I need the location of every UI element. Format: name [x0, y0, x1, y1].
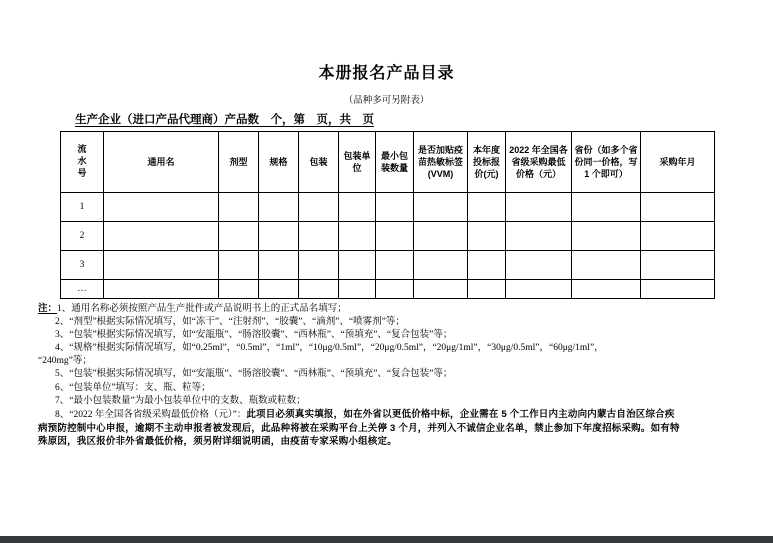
empty-cell [299, 251, 339, 280]
empty-cell [259, 280, 299, 299]
serial-cell: 3 [61, 251, 104, 280]
empty-cell [104, 280, 219, 299]
empty-cell [219, 280, 259, 299]
empty-cell [641, 280, 715, 299]
note-line: 4、“规格”根据实际情况填写，如“0.25ml”，“0.5ml”，“1ml”，“10μg/0.5ml”，“20μg/0.5ml”，“20μg/1ml”，“30μg/0.5ml”，“60μg/1ml”， [55, 343, 604, 354]
note-line: 7、“最小包装数量”为最小包装单位中的支数、瓶数或粒数； [55, 395, 306, 406]
empty-cell [299, 222, 339, 251]
empty-cell [572, 251, 641, 280]
empty-cell [641, 251, 715, 280]
empty-cell [506, 251, 572, 280]
empty-cell [506, 193, 572, 222]
page-subtitle: （品种多可另附表） [343, 96, 430, 106]
empty-cell [414, 222, 468, 251]
serial-cell: … [61, 280, 104, 299]
col-header-dosage-form: 剂型 [219, 132, 259, 193]
col-header-min-pack-qty: 最小包装数量 [376, 132, 414, 193]
serial-cell: 1 [61, 193, 104, 222]
empty-cell [572, 222, 641, 251]
table-row [61, 193, 715, 222]
note-line: 5、“包装”根据实际情况填写，如“安瓿瓶”、“肠溶胶囊”、“西林瓶”、“预填充”、“复合包装”等； [55, 369, 453, 380]
empty-cell [339, 222, 376, 251]
col-header-purchase-month: 采购年月 [641, 132, 715, 193]
empty-cell [376, 280, 414, 299]
table-row [61, 280, 715, 299]
empty-cell [414, 251, 468, 280]
note-1-text: 1、通用名称必须按照产品生产批件或产品说明书上的正式品名填写； [57, 304, 347, 314]
empty-cell [506, 222, 572, 251]
empty-cell [299, 193, 339, 222]
col-header-serial [61, 132, 104, 193]
empty-cell [414, 280, 468, 299]
serial-cell: 2 [61, 222, 104, 251]
note-8-warning-text: 此项目必须真实填报，如在外省以更低价格中标，企业需在 5 个工作日内主动向内蒙古自治区综合疾 [246, 408, 675, 420]
note-line: 6、“包装单位”填写：支、瓶、粒等； [55, 382, 211, 393]
col-header-generic-name: 通用名 [104, 132, 219, 193]
empty-cell [339, 280, 376, 299]
empty-cell [641, 222, 715, 251]
empty-cell [219, 251, 259, 280]
product-catalog-table [60, 131, 715, 299]
page-bottom-shadow-bar [0, 536, 773, 543]
table-row [61, 222, 715, 251]
empty-cell [104, 193, 219, 222]
note-line: 3、“包装”根据实际情况填写，如“安瓿瓶”、“肠溶胶囊”、“西林瓶”、“预填充”、“复合包装”等； [55, 330, 453, 341]
col-header-2022-min-price: 2022 年全国各省级采购最低价格（元） [506, 132, 572, 193]
empty-cell [259, 193, 299, 222]
note-line [38, 408, 750, 422]
empty-cell [468, 222, 506, 251]
empty-cell [414, 193, 468, 222]
col-header-serial-label: 流水号 [77, 144, 87, 178]
empty-cell [376, 251, 414, 280]
col-header-packaging: 包装 [299, 132, 339, 193]
table-header-row [61, 132, 715, 193]
empty-cell [506, 280, 572, 299]
empty-cell [468, 251, 506, 280]
empty-cell [468, 280, 506, 299]
table-row [61, 251, 715, 280]
producer-info-line: 生产企业（进口产品代理商）产品数 个，第 页，共 页 [75, 114, 374, 126]
empty-cell [219, 193, 259, 222]
col-header-vvm-label: 是否加贴疫苗热敏标签(VVM) [414, 132, 468, 193]
note-line [38, 303, 750, 316]
empty-cell [104, 222, 219, 251]
empty-cell [219, 222, 259, 251]
page-title: 本册报名产品目录 [318, 65, 455, 82]
empty-cell [259, 222, 299, 251]
empty-cell [572, 280, 641, 299]
empty-cell [339, 251, 376, 280]
col-header-bid-price: 本年度投标报价(元) [468, 132, 506, 193]
empty-cell [572, 193, 641, 222]
empty-cell [104, 251, 219, 280]
notes-section [38, 303, 750, 448]
col-header-packaging-unit: 包装单位 [339, 132, 376, 193]
note-line: 2、“剂型”根据实际情况填写，如“冻干”、“注射剂”、“胶囊”、“滴剂”、“喷雾剂”等； [55, 317, 405, 328]
empty-cell [299, 280, 339, 299]
note-line-continuation: 殊原因，我区报价非外省最低价格，须另附详细说明函，由疫苗专家采购小组核定。 [38, 435, 397, 447]
note-line-continuation: 病预防控制中心申报，逾期不主动申报者被发现后，此品种将被在采购平台上关停 3 个月，并列入不诚信企业名单，禁止参加下年度招标采购。如有特 [38, 422, 680, 434]
empty-cell [376, 222, 414, 251]
empty-cell [339, 193, 376, 222]
empty-cell [468, 193, 506, 222]
empty-cell [259, 251, 299, 280]
col-header-province: 省份（如多个省份同一价格，写 1 个即可） [572, 132, 641, 193]
col-header-specification: 规格 [259, 132, 299, 193]
notes-label: 注： [38, 304, 58, 314]
note-8-prefix: 8、“2022 年全国各省级采购最低价格（元）”： [55, 409, 247, 420]
empty-cell [641, 193, 715, 222]
empty-cell [376, 193, 414, 222]
note-line-continuation: “240mg”等； [38, 356, 92, 367]
